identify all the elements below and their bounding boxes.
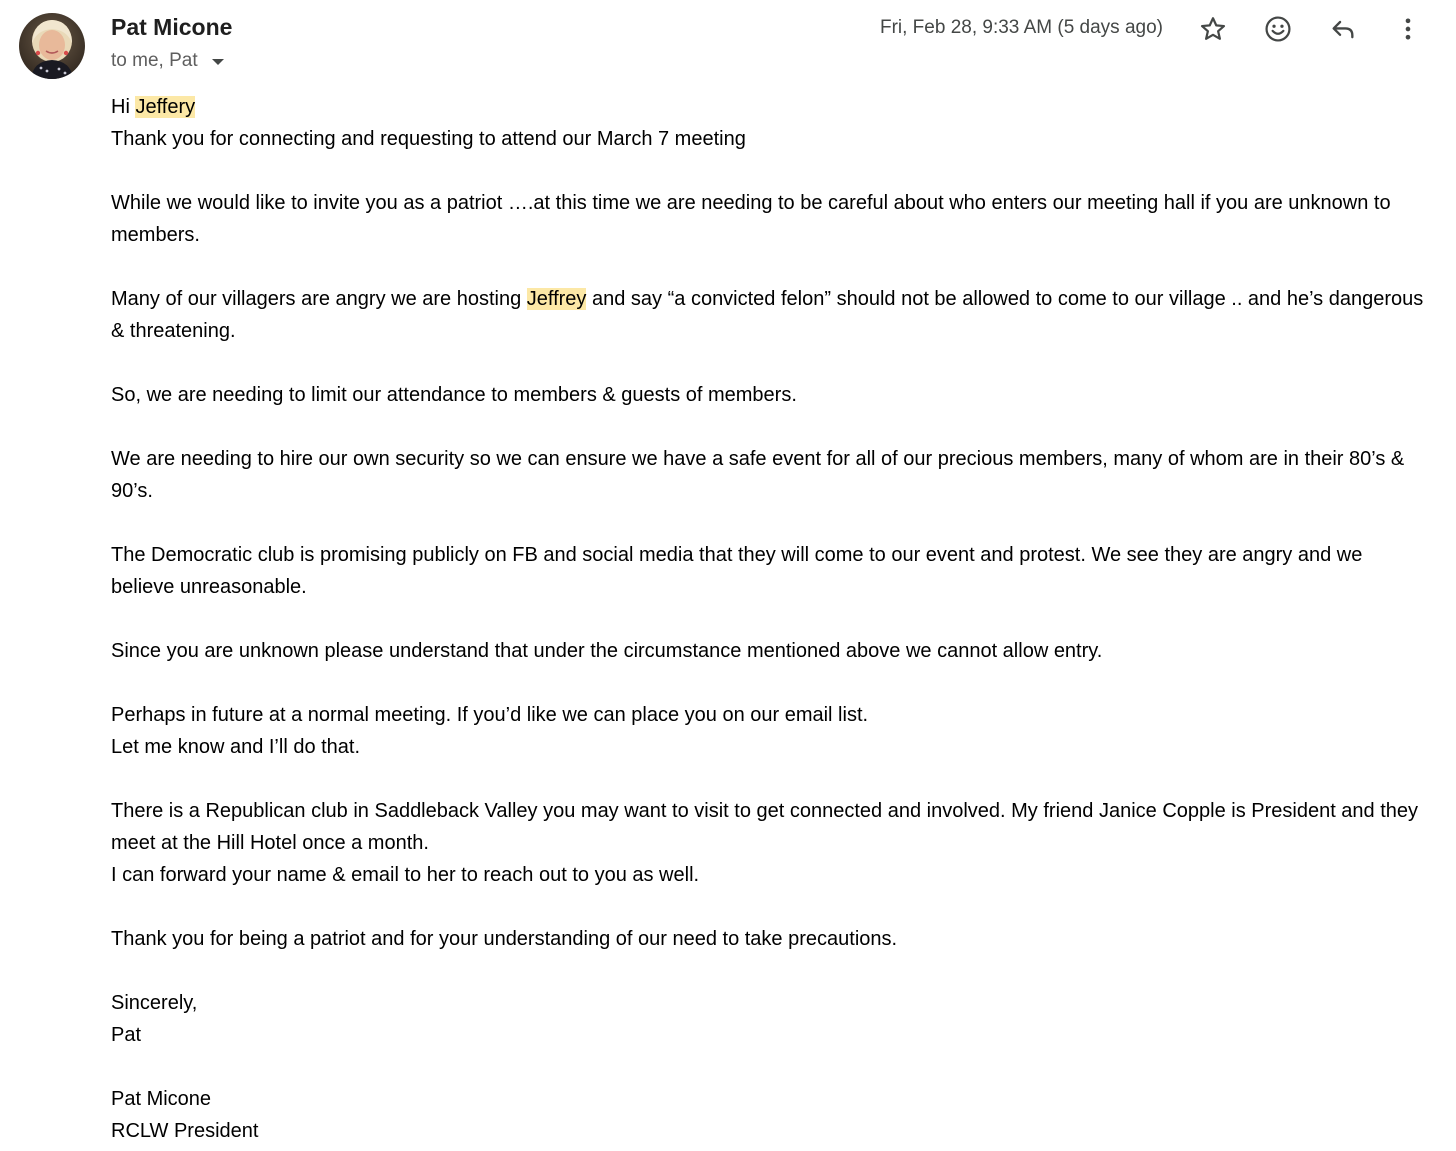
closing: Sincerely,: [111, 992, 198, 1014]
star-button[interactable]: [1195, 11, 1231, 47]
avatar[interactable]: [19, 13, 85, 79]
paragraph: Since you are unknown please understand that under the circumstance mentioned above we cannot allow entry.: [111, 640, 1103, 662]
paragraph: So, we are needing to limit our attendance to members & guests of members.: [111, 384, 797, 406]
emoji-react-icon: [1264, 15, 1292, 43]
highlighted-name: Jeffrey: [526, 288, 587, 310]
reply-icon: [1329, 15, 1357, 43]
caret-down-icon: [212, 59, 224, 65]
paragraph: Perhaps in future at a normal meeting. If you’d like we can place you on our email list.: [111, 704, 869, 726]
more-options-button[interactable]: [1390, 11, 1426, 47]
paragraph: Thank you for being a patriot and for your understanding of our need to take precautions.: [111, 928, 898, 950]
recipients-toggle[interactable]: [111, 50, 224, 72]
avatar-image: [19, 13, 85, 79]
paragraph: While we would like to invite you as a patriot ….at this time we are needing to be careful about who enters our meeting hall if you are unknown to members.: [111, 192, 1391, 246]
add-reaction-button[interactable]: [1260, 11, 1296, 47]
star-icon: [1199, 15, 1227, 43]
paragraph: Thank you for connecting and requesting to attend our March 7 meeting: [111, 128, 746, 150]
paragraph-text: and say “a convicted felon” should not be allowed to come to our village .. and he’s dangerous & threatening.: [111, 288, 1424, 342]
recipients-label: to me, Pat: [111, 50, 198, 71]
highlighted-name: Jeffery: [135, 96, 196, 118]
email-date: Fri, Feb 28, 9:33 AM (5 days ago): [879, 17, 1163, 38]
paragraph: I can forward your name & email to her to reach out to you as well.: [111, 864, 700, 886]
sign-off-name: Pat: [111, 1024, 142, 1046]
paragraph-text: Many of our villagers are angry we are hosting: [111, 288, 527, 310]
more-vert-icon: [1394, 15, 1422, 43]
reply-button[interactable]: [1325, 11, 1361, 47]
paragraph: There is a Republican club in Saddleback Valley you may want to visit to get connected and involved. My friend Janice Copple is President and they meet at the Hill Hotel once a month.: [111, 800, 1419, 854]
email-body: [111, 91, 1431, 1147]
paragraph: Let me know and I’ll do that.: [111, 736, 361, 758]
paragraph: We are needing to hire our own security so we can ensure we have a safe event for all of our precious members, many of whom are in their 80’s & 90’s.: [111, 448, 1405, 502]
greeting: [111, 91, 1431, 123]
signature-name: Pat Micone: [111, 1088, 212, 1110]
sender-name[interactable]: Pat Micone: [111, 14, 233, 40]
greeting-text: Hi: [111, 96, 136, 118]
signature-title: RCLW President: [111, 1120, 259, 1142]
paragraph: The Democratic club is promising publicly on FB and social media that they will come to our event and protest. We see they are angry and we believe unreasonable.: [111, 544, 1363, 598]
paragraph: [111, 283, 1431, 347]
